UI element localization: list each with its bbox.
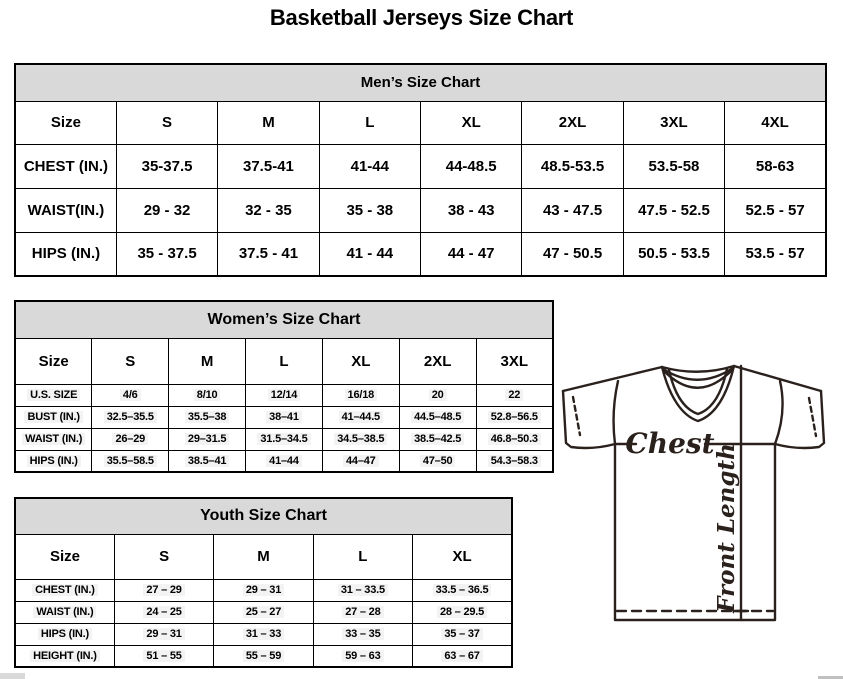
front-length-label: Front Length	[713, 443, 740, 613]
mens-value-cell	[116, 188, 217, 232]
womens-value-cell	[399, 406, 476, 428]
mens-row-label-text: HIPS (IN.)	[31, 245, 101, 263]
womens-value-text: 29–31.5	[185, 433, 229, 445]
womens-value-text: 52.8–56.5	[488, 411, 541, 423]
womens-value-cell	[399, 428, 476, 450]
womens-chart-title: Women’s Size Chart	[15, 301, 553, 338]
mens-value-text: 48.5-53.5	[540, 157, 605, 175]
youth-value-cell	[313, 645, 412, 667]
youth-value-cell	[114, 579, 213, 601]
youth-value-cell	[214, 623, 313, 645]
womens-value-text: 34.5–38.5	[334, 433, 387, 445]
youth-value-text: 29 – 31	[143, 628, 184, 640]
mens-value-cell	[116, 232, 217, 276]
womens-value-text: 41–44	[266, 455, 302, 467]
womens-size-column-header: M	[169, 338, 246, 384]
womens-value-text: 38.5–42.5	[411, 433, 464, 445]
youth-value-text: 51 – 55	[143, 650, 184, 662]
mens-size-column-header: M	[218, 101, 319, 144]
womens-value-text: 35.5–58.5	[104, 455, 157, 467]
womens-row-label	[15, 428, 92, 450]
mens-value-cell	[522, 144, 623, 188]
womens-value-text: 54.3–58.3	[488, 455, 541, 467]
mens-value-cell	[218, 188, 319, 232]
youth-row-label-text: HIPS (IN.)	[38, 628, 92, 640]
mens-value-text: 44-48.5	[445, 157, 497, 175]
womens-value-cell	[169, 450, 246, 472]
youth-value-text: 27 – 29	[143, 584, 184, 596]
youth-value-cell	[214, 601, 313, 623]
womens-value-text: 44–47	[343, 455, 379, 467]
mens-value-text: 29 - 32	[143, 201, 191, 219]
youth-value-text: 27 – 28	[342, 606, 383, 618]
mens-value-cell	[421, 232, 522, 276]
youth-value-cell	[413, 645, 512, 667]
womens-value-text: 22	[505, 389, 523, 401]
mens-chart-title: Men’s Size Chart	[15, 64, 826, 101]
womens-row-label	[15, 406, 92, 428]
youth-value-text: 31 – 33.5	[338, 584, 388, 596]
youth-row-label	[15, 601, 114, 623]
mens-size-column-header: 4XL	[725, 101, 826, 144]
mens-value-text: 37.5-41	[243, 157, 294, 175]
mens-size-column-header: XL	[421, 101, 522, 144]
mens-size-table	[14, 63, 827, 277]
mens-value-text: 38 - 43	[447, 201, 495, 219]
mens-value-text: 53.5 - 57	[745, 245, 805, 263]
chest-label: Chest	[625, 427, 715, 460]
womens-value-cell	[92, 406, 169, 428]
youth-row-label-text: WAIST (IN.)	[33, 606, 96, 618]
womens-size-column-header: L	[246, 338, 323, 384]
mens-size-column-header: 3XL	[623, 101, 724, 144]
mens-value-cell	[218, 144, 319, 188]
womens-value-text: 31.5–34.5	[257, 433, 310, 445]
womens-value-cell	[476, 406, 553, 428]
womens-value-cell	[476, 428, 553, 450]
youth-size-column-header: L	[313, 534, 412, 579]
youth-row-label-text: CHEST (IN.)	[32, 584, 98, 596]
mens-value-cell	[623, 144, 724, 188]
youth-value-text: 28 – 29.5	[437, 606, 487, 618]
womens-value-text: 35.5–38	[185, 411, 229, 423]
youth-value-text: 33 – 35	[342, 628, 383, 640]
youth-value-text: 35 – 37	[441, 628, 482, 640]
womens-value-text: 46.8–50.3	[488, 433, 541, 445]
youth-value-cell	[214, 579, 313, 601]
womens-value-text: 4/6	[120, 389, 141, 401]
youth-value-text: 33.5 – 36.5	[433, 584, 492, 596]
mens-value-cell	[319, 144, 420, 188]
youth-chart-title: Youth Size Chart	[15, 498, 512, 534]
youth-value-text: 29 – 31	[243, 584, 284, 596]
mens-row-label-text: CHEST (IN.)	[23, 157, 109, 175]
youth-value-text: 24 – 25	[143, 606, 184, 618]
mens-row-label	[15, 188, 116, 232]
womens-value-text: 20	[429, 389, 447, 401]
youth-value-text: 55 – 59	[243, 650, 284, 662]
womens-value-text: 38.5–41	[185, 455, 229, 467]
mens-value-text: 41 - 44	[346, 245, 394, 263]
mens-value-cell	[725, 232, 826, 276]
youth-value-cell	[413, 601, 512, 623]
mens-size-corner-header: Size	[15, 101, 116, 144]
jersey-measurement-diagram	[558, 354, 843, 632]
youth-size-column-header: S	[114, 534, 213, 579]
womens-size-column-header: 2XL	[399, 338, 476, 384]
mens-value-text: 43 - 47.5	[542, 201, 603, 219]
womens-size-column-header: 3XL	[476, 338, 553, 384]
womens-value-text: 12/14	[268, 389, 301, 401]
youth-value-cell	[313, 623, 412, 645]
womens-value-text: 16/18	[345, 389, 378, 401]
youth-value-cell	[114, 601, 213, 623]
womens-row-label	[15, 450, 92, 472]
womens-value-cell	[246, 450, 323, 472]
womens-value-cell	[92, 428, 169, 450]
womens-row-label-text: BUST (IN.)	[24, 411, 82, 423]
mens-value-text: 53.5-58	[648, 157, 700, 175]
womens-row-label-text: HIPS (IN.)	[27, 455, 81, 467]
mens-value-cell	[116, 144, 217, 188]
womens-value-cell	[322, 406, 399, 428]
womens-value-cell	[92, 384, 169, 406]
mens-row-label-text: WAIST(IN.)	[27, 201, 105, 219]
mens-value-cell	[319, 232, 420, 276]
mens-value-cell	[623, 232, 724, 276]
youth-row-label-text: HEIGHT (IN.)	[30, 650, 100, 662]
womens-value-text: 47–50	[420, 455, 456, 467]
mens-value-text: 35 - 37.5	[137, 245, 197, 263]
womens-size-column-header: S	[92, 338, 169, 384]
youth-value-cell	[214, 645, 313, 667]
mens-row-label	[15, 232, 116, 276]
mens-size-column-header: L	[319, 101, 420, 144]
womens-row-label	[15, 384, 92, 406]
mens-value-cell	[623, 188, 724, 232]
youth-value-text: 63 – 67	[441, 650, 482, 662]
mens-value-text: 50.5 - 53.5	[638, 245, 710, 263]
mens-size-column-header: 2XL	[522, 101, 623, 144]
youth-value-cell	[114, 645, 213, 667]
page-title: Basketball Jerseys Size Chart	[269, 5, 574, 30]
youth-row-label	[15, 623, 114, 645]
womens-value-text: 41–44.5	[339, 411, 383, 423]
youth-value-text: 25 – 27	[243, 606, 284, 618]
mens-value-cell	[522, 188, 623, 232]
mens-value-text: 41-44	[350, 157, 389, 175]
womens-value-cell	[246, 384, 323, 406]
womens-value-cell	[92, 450, 169, 472]
mens-value-cell	[522, 232, 623, 276]
womens-row-label-text: WAIST (IN.)	[22, 433, 85, 445]
mens-value-text: 32 - 35	[245, 201, 292, 219]
youth-value-cell	[313, 601, 412, 623]
womens-size-corner-header: Size	[15, 338, 92, 384]
womens-value-cell	[169, 384, 246, 406]
youth-size-table	[14, 497, 513, 668]
youth-row-label	[15, 645, 114, 667]
womens-value-cell	[169, 406, 246, 428]
youth-size-column-header: M	[214, 534, 313, 579]
mens-value-text: 47.5 - 52.5	[638, 201, 710, 219]
womens-value-cell	[246, 428, 323, 450]
womens-value-cell	[476, 450, 553, 472]
womens-value-text: 26–29	[112, 433, 148, 445]
youth-value-text: 59 – 63	[342, 650, 383, 662]
womens-value-text: 32.5–35.5	[104, 411, 157, 423]
mens-row-label	[15, 144, 116, 188]
womens-value-cell	[476, 384, 553, 406]
youth-value-cell	[413, 579, 512, 601]
mens-value-text: 37.5 - 41	[238, 245, 299, 263]
womens-value-cell	[322, 384, 399, 406]
youth-value-cell	[313, 579, 412, 601]
womens-value-text: 44.5–48.5	[411, 411, 464, 423]
mens-value-text: 35 - 38	[346, 201, 394, 219]
womens-value-text: 8/10	[194, 389, 221, 401]
womens-value-cell	[322, 428, 399, 450]
womens-row-label-text: U.S. SIZE	[27, 389, 80, 401]
youth-value-cell	[413, 623, 512, 645]
mens-value-text: 58-63	[755, 157, 795, 175]
womens-value-cell	[322, 450, 399, 472]
womens-size-column-header: XL	[322, 338, 399, 384]
mens-value-text: 52.5 - 57	[745, 201, 805, 219]
mens-value-cell	[319, 188, 420, 232]
youth-row-label	[15, 579, 114, 601]
womens-value-cell	[399, 384, 476, 406]
scrollbar-fragment-left	[0, 673, 25, 679]
youth-value-text: 31 – 33	[243, 628, 284, 640]
youth-value-cell	[114, 623, 213, 645]
measurement-lines	[615, 366, 775, 620]
mens-value-cell	[421, 188, 522, 232]
womens-value-cell	[169, 428, 246, 450]
mens-value-text: 35-37.5	[141, 157, 193, 175]
womens-size-table	[14, 300, 554, 473]
jersey-outline	[563, 366, 824, 620]
womens-value-cell	[399, 450, 476, 472]
mens-value-text: 47 - 50.5	[542, 245, 603, 263]
youth-size-column-header: XL	[413, 534, 512, 579]
youth-size-corner-header: Size	[15, 534, 114, 579]
womens-value-cell	[246, 406, 323, 428]
mens-value-cell	[725, 144, 826, 188]
mens-size-column-header: S	[116, 101, 217, 144]
mens-value-cell	[421, 144, 522, 188]
mens-value-cell	[218, 232, 319, 276]
womens-value-text: 38–41	[266, 411, 302, 423]
mens-value-cell	[725, 188, 826, 232]
mens-value-text: 44 - 47	[447, 245, 495, 263]
